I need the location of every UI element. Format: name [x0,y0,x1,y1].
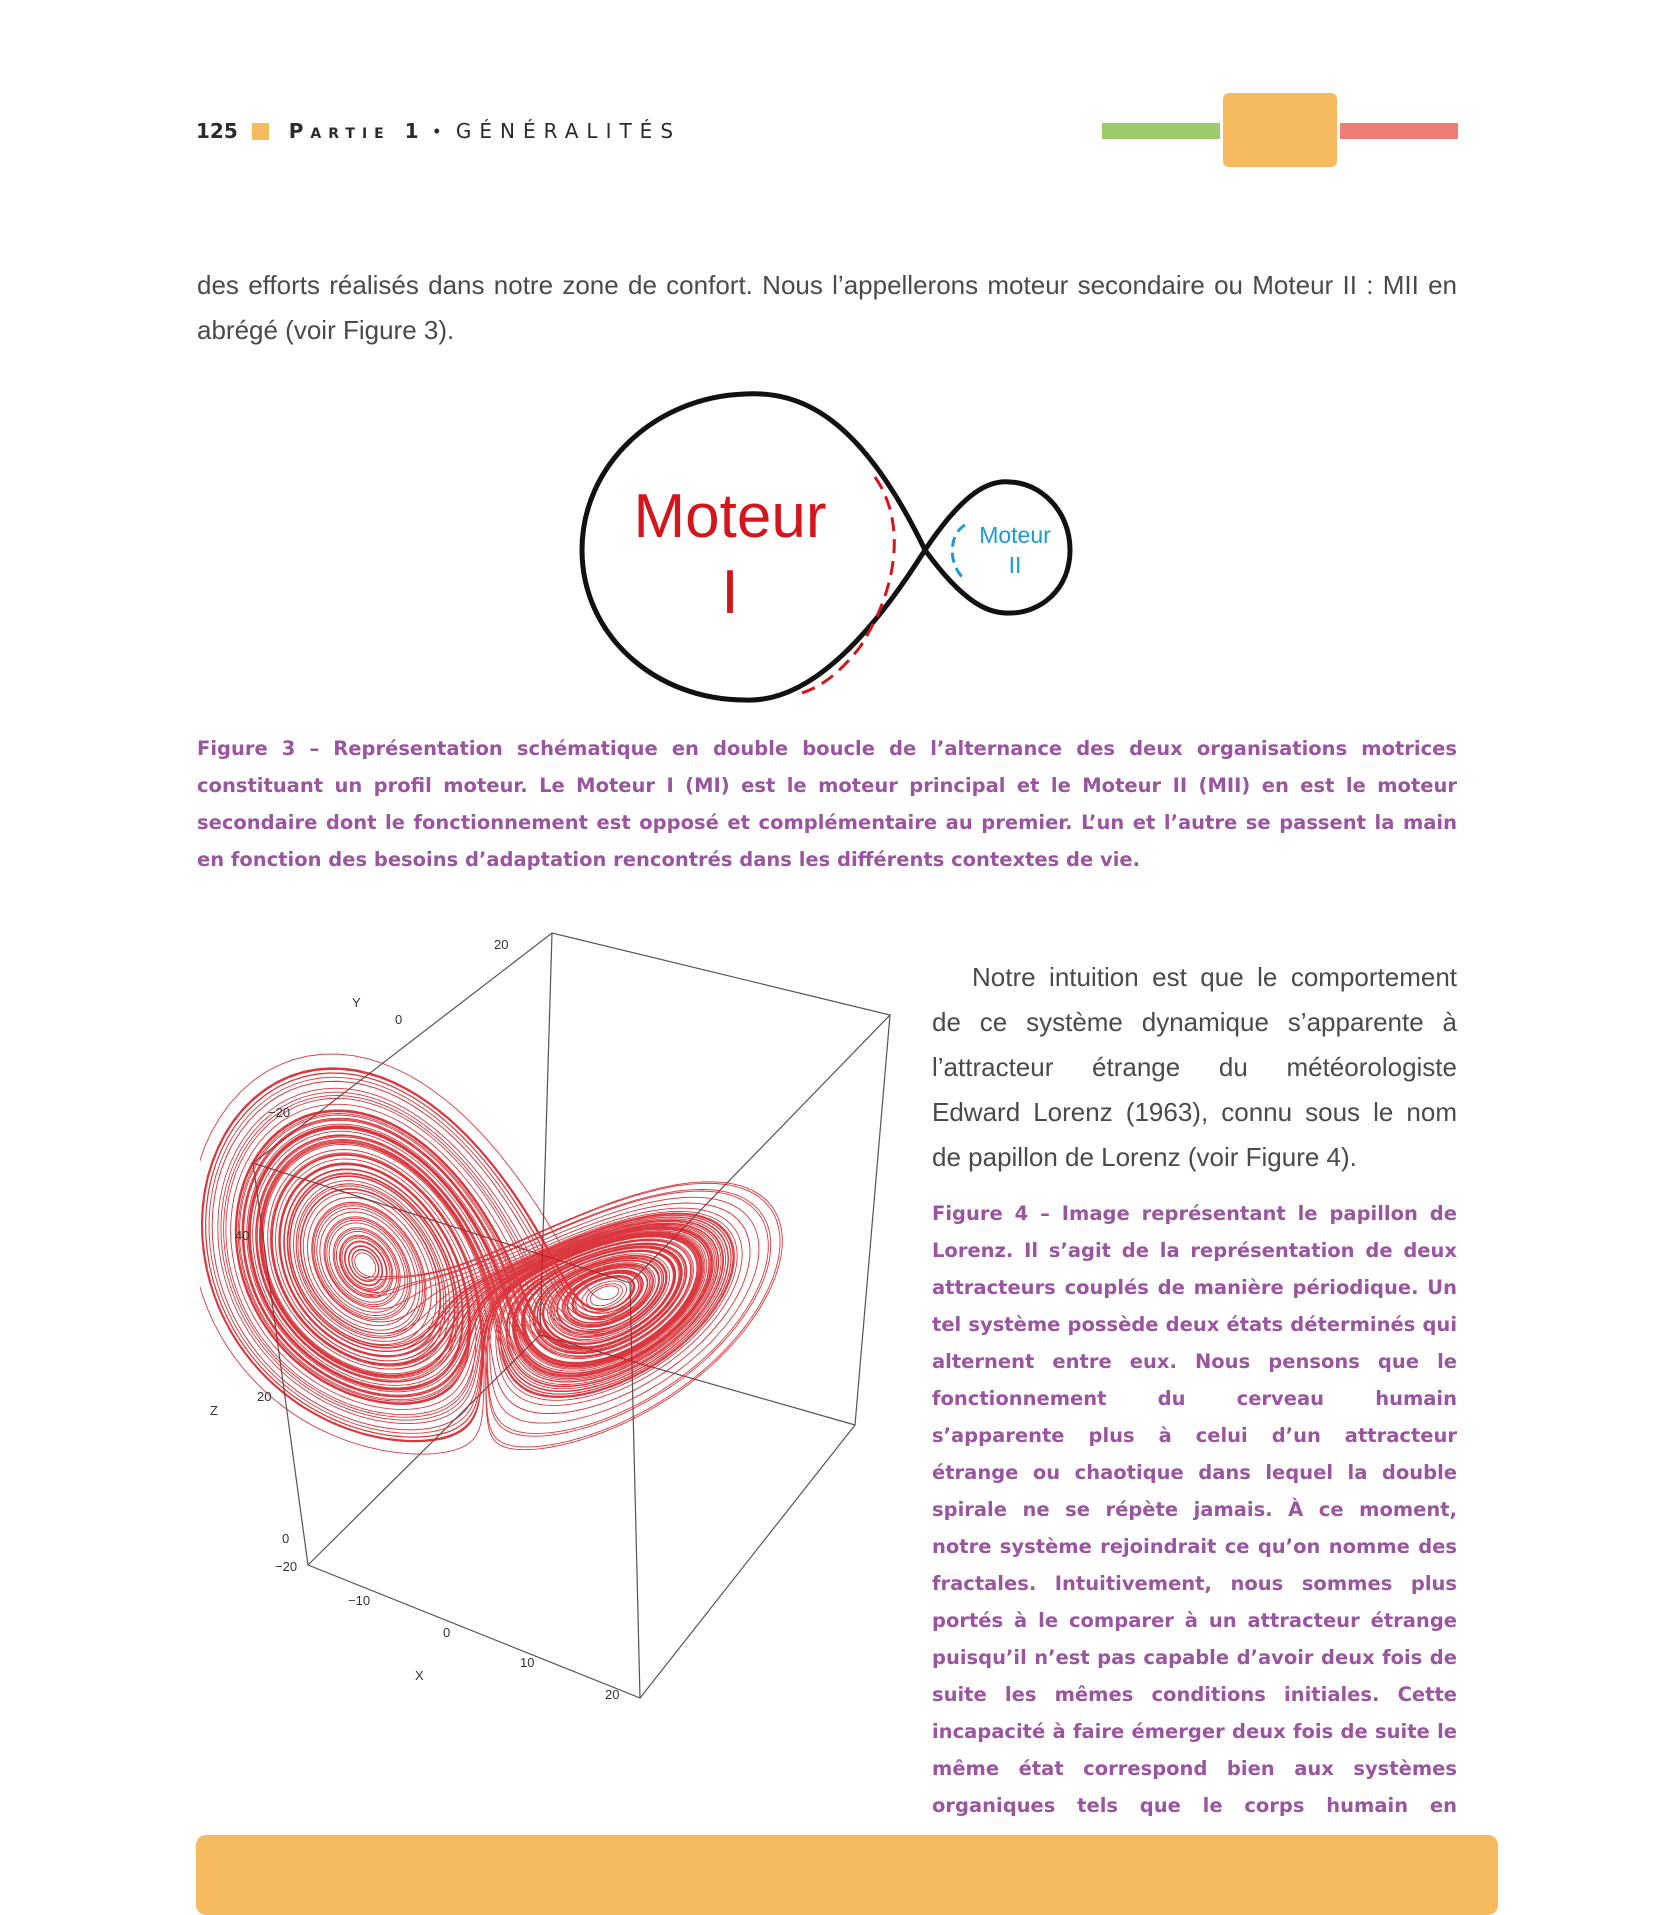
x-tick-20: 20 [605,1687,620,1702]
x-tick-0: 0 [443,1625,451,1640]
part-label: Partie 1 [288,119,426,143]
axis-z-label: Z [210,1403,218,1418]
x-tick-minus10: −10 [348,1593,371,1608]
motor2-dashed-arc [952,525,965,580]
figure-3-double-loop [570,385,1080,715]
figure-4-lorenz-attractor [200,925,900,1715]
side-paragraph: Notre intuition est que le comportement de ce système dynamique s’apparente à l’attracteur étrange du météorologiste Edward Lorenz (1963), connu sous le nom de papillon de Lorenz (voir Figure 4). [932,962,1457,1172]
section-label: GÉNÉRALITÉS [455,119,682,143]
page-number: 125 [196,119,238,143]
header-bullet: • [433,120,440,141]
x-tick-minus20: −20 [275,1559,298,1574]
header-band-red [1340,123,1458,139]
x-tick-10: 10 [520,1655,535,1670]
motor1-label-line2: I [721,558,739,627]
z-tick-40: 40 [235,1228,250,1243]
figure-4-caption: Figure 4 – Image représentant le papillon de Lorenz. Il s’agit de la représentation de deux attracteurs couplés de manière périodique. Un tel système possède deux états déterminés qui alternent entre eux. Nous pensons que le fonctionnement du cerveau humain s’apparente plus à celui d’un attracteur étrange ou chaotique dans lequel la double spirale ne se répète jamais. À ce moment, notre système rejoindrait ce qu’on nomme des fractales. Intuitivement, nous sommes plus portés à le comparer à un attracteur étrange puisqu’il n’est pas capable d’avoir deux fois de suite les mêmes conditions initiales. Cette incapacité à faire émerger deux fois de suite le même état correspond bien aux systèmes organiques tels que le corps humain en [932,1202,1457,1817]
motor2-label-line2: II [1008,552,1022,578]
intro-paragraph: des efforts réalisés dans notre zone de confort. Nous l’appellerons moteur secondaire ou Moteur II : MII en abrégé (voir Figure 3). [197,270,1457,345]
z-tick-0: 0 [282,1531,290,1546]
footer-band [196,1835,1498,1915]
z-tick-20: 20 [257,1389,272,1404]
page-header [196,116,681,146]
header-band-green [1102,123,1220,139]
axis-y-label: Y [352,995,361,1010]
y-tick-0: 0 [395,1012,403,1027]
header-square-icon [252,123,269,140]
y-tick-minus20: −20 [268,1105,291,1120]
axis-x-label: X [415,1668,424,1683]
motor2-label-line1: Moteur [979,522,1051,548]
figure-3-caption: Figure 3 – Représentation schématique en double boucle de l’alternance des deux organisations motrices constituant un profil moteur. Le Moteur I (MI) est le moteur principal et le Moteur II (MII) en est le moteur secondaire dont le fonctionnement est opposé et complémentaire au premier. L’un et l’autre se passent la main en fonction des besoins d’adaptation rencontrés dans les différents contextes de vie. [197,737,1457,871]
header-band-orange [1223,93,1337,167]
y-tick-20: 20 [494,937,509,952]
motor1-label-line1: Moteur [633,482,827,551]
